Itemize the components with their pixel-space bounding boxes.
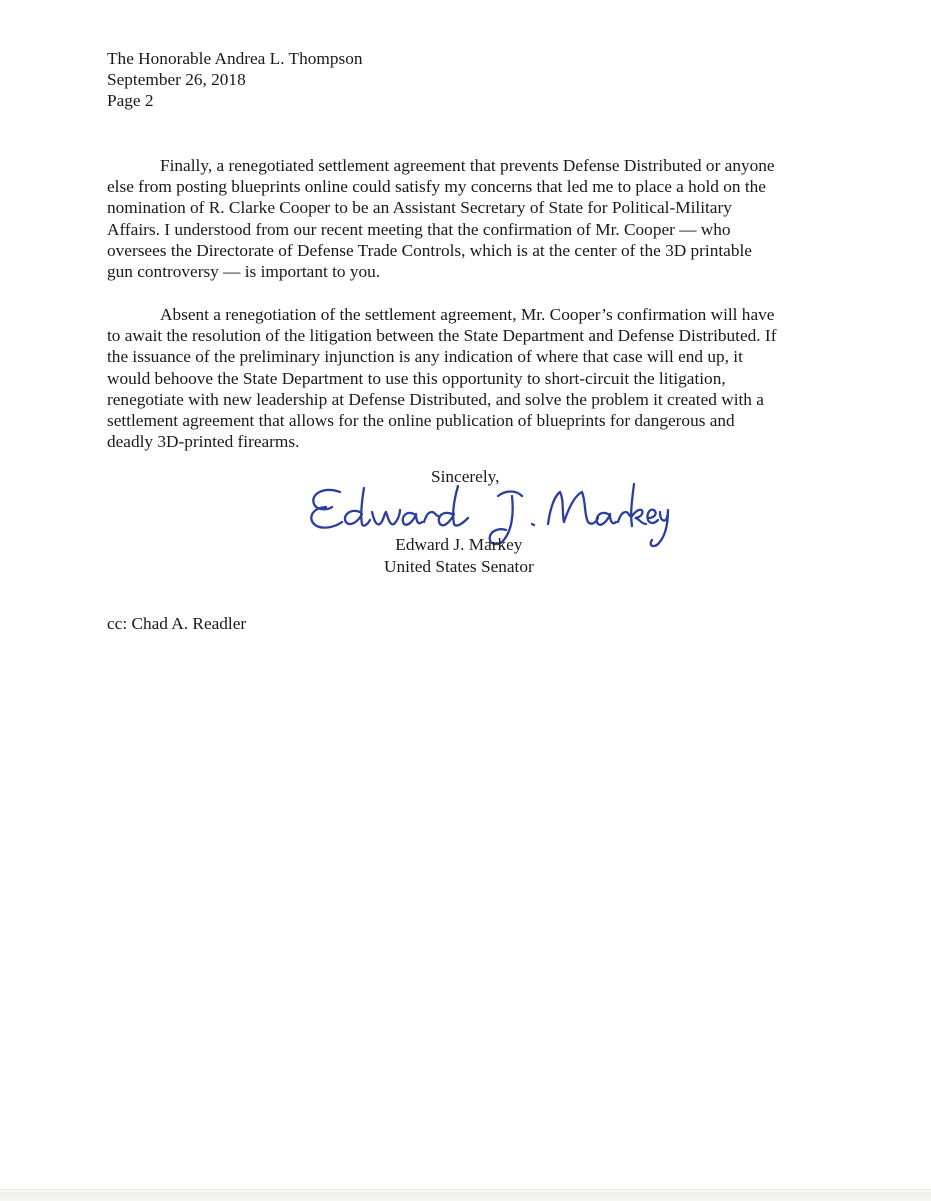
signer-title: United States Senator [384,556,534,576]
paragraph-line: nomination of R. Clarke Cooper to be an Assistant Secretary of State for Political-Military [107,198,732,218]
page-number: Page 2 [107,91,154,110]
page-bottom-edge [0,1189,931,1201]
paragraph-2 [107,304,787,452]
paragraph-line: Absent a renegotiation of the settlement agreement, Mr. Cooper’s confirmation will have [160,305,775,324]
paragraph-line: gun controversy — is important to you. [107,262,381,282]
paragraph-line: else from posting blueprints online could satisfy my concerns that led me to place a hold on the [107,177,766,197]
paragraph-line: to await the resolution of the litigation between the State Department and Defense Distributed. If [107,326,777,346]
paragraph-line: oversees the Directorate of Defense Trade Controls, which is at the center of the 3D printable [107,240,752,260]
signer-block [384,534,534,577]
letter-header [107,48,362,111]
paragraph-line: would behoove the State Department to use this opportunity to short-circuit the litigation, [107,368,726,388]
paragraph-line: Affairs. I understood from our recent meeting that the confirmation of Mr. Cooper — who [107,219,731,239]
paragraph-1 [107,155,787,282]
paragraph-line: renegotiate with new leadership at Defense Distributed, and solve the problem it created with a [107,389,764,409]
paragraph-line: Finally, a renegotiated settlement agreement that prevents Defense Distributed or anyone [160,156,775,175]
letter-date: September 26, 2018 [107,70,246,89]
signer-name: Edward J. Markey [395,535,523,554]
paragraph-line: deadly 3D-printed firearms. [107,432,300,452]
paragraph-line: the issuance of the preliminary injunction is any indication of where that case will end up, it [107,347,743,367]
closing-salutation: Sincerely, [431,467,500,486]
cc-line: cc: Chad A. Readler [107,614,247,633]
paragraph-line: settlement agreement that allows for the online publication of blueprints for dangerous and [107,411,735,431]
recipient-line: The Honorable Andrea L. Thompson [107,49,363,68]
